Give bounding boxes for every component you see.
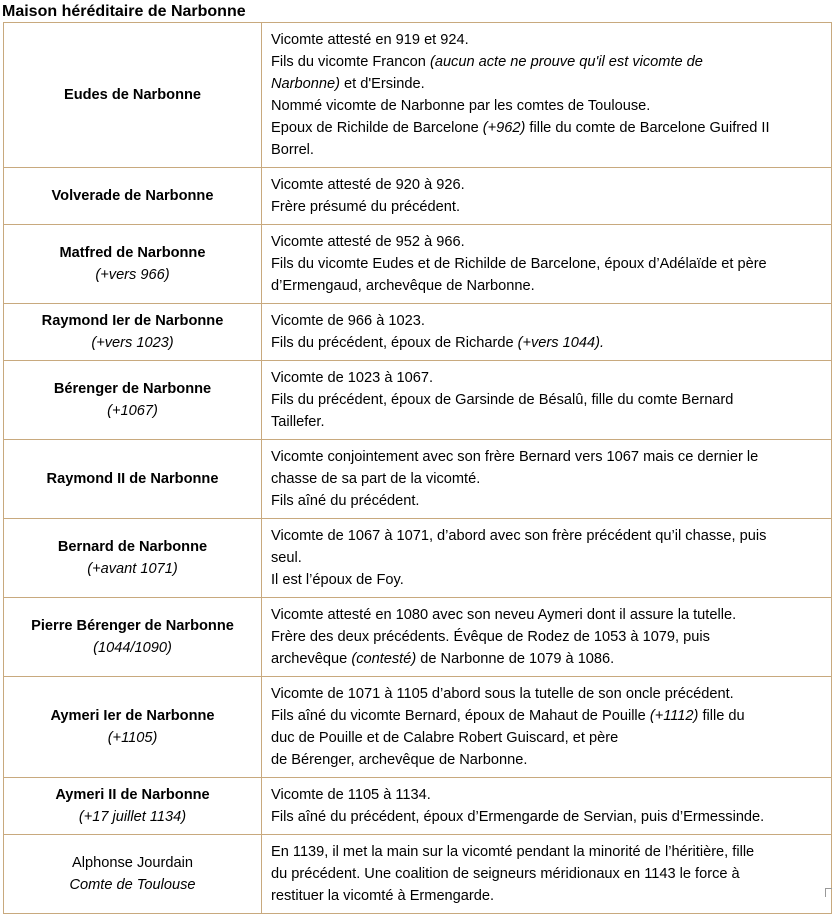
person-cell	[4, 361, 262, 440]
table-row	[4, 361, 832, 440]
description-line	[271, 525, 823, 547]
description-line	[271, 490, 823, 512]
text-segment: Epoux de Richilde de Barcelone	[271, 120, 483, 136]
text-segment: du précédent. Une coalition de seigneurs méridionaux en 1143 le force à	[271, 866, 740, 882]
text-segment: Vicomte attesté de 952 à 966.	[271, 234, 465, 250]
description-cell	[262, 304, 832, 361]
person-name: Bernard de Narbonne	[57, 539, 208, 555]
italic-text: (+962)	[482, 120, 526, 136]
italic-text: (+1112)	[649, 708, 699, 724]
text-segment: restituer la vicomté à Ermengarde.	[271, 888, 495, 904]
description-cell	[262, 519, 832, 598]
text-segment: Fils du vicomte Francon	[271, 54, 430, 70]
text-segment: Fils du précédent, époux de Garsinde de Bésalû, fille du comte Bernard	[271, 392, 734, 408]
person-cell	[4, 304, 262, 361]
person-cell	[4, 835, 262, 914]
text-segment: Vicomte attesté en 919 et 924.	[271, 32, 469, 48]
person-cell	[4, 23, 262, 168]
text-segment: fille du comte de Barcelone Guifred II	[525, 120, 770, 136]
person-dates: Comte de Toulouse	[69, 877, 196, 893]
lineage-table	[3, 22, 832, 914]
text-segment: archevêque	[271, 651, 352, 667]
person-dates: (+1067)	[107, 403, 158, 419]
person-name: Volverade de Narbonne	[51, 188, 214, 204]
person-name: Raymond II de Narbonne	[46, 471, 219, 487]
italic-text: Narbonne)	[271, 76, 340, 92]
description-line	[271, 73, 823, 95]
text-segment: Borrel.	[271, 142, 314, 158]
person-dates: (+1105)	[107, 730, 158, 746]
person-cell	[4, 598, 262, 677]
text-segment: Vicomte de 1071 à 1105 d’abord sous la tutelle de son oncle précédent.	[271, 686, 734, 702]
description-line	[271, 841, 823, 863]
italic-text: (aucun acte ne prouve qu'il est vicomte de	[429, 54, 703, 70]
description-line	[271, 547, 823, 569]
table-row	[4, 440, 832, 519]
description-line	[271, 95, 823, 117]
person-name: Matfred de Narbonne	[59, 245, 206, 261]
text-segment: Fils du vicomte Eudes et de Richilde de Barcelone, époux d’Adélaïde et père	[271, 256, 767, 272]
description-line	[271, 569, 823, 591]
description-line	[271, 253, 823, 275]
description-cell	[262, 361, 832, 440]
description-line	[271, 231, 823, 253]
text-segment: Vicomte attesté en 1080 avec son neveu Aymeri dont il assure la tutelle.	[271, 607, 737, 623]
text-segment: d’Ermengaud, archevêque de Narbonne.	[271, 278, 535, 294]
table-row	[4, 677, 832, 778]
description-line	[271, 683, 823, 705]
description-line	[271, 310, 823, 332]
text-segment: Frère présumé du précédent.	[271, 199, 461, 215]
text-segment: Nommé vicomte de Narbonne par les comtes de Toulouse.	[271, 98, 651, 114]
table-row	[4, 835, 832, 914]
person-name: Aymeri II de Narbonne	[55, 787, 210, 803]
person-cell	[4, 778, 262, 835]
description-line	[271, 863, 823, 885]
person-cell	[4, 440, 262, 519]
table-row	[4, 225, 832, 304]
description-cell	[262, 598, 832, 677]
italic-text: (contesté)	[351, 651, 417, 667]
text-segment: Vicomte attesté de 920 à 926.	[271, 177, 465, 193]
text-segment: Vicomte de 1105 à 1134.	[271, 787, 431, 803]
description-line	[271, 174, 823, 196]
text-segment: de Narbonne de 1079 à 1086.	[416, 651, 615, 667]
description-line	[271, 367, 823, 389]
text-segment: Taillefer.	[271, 414, 325, 430]
lineage-table-body	[4, 23, 832, 914]
description-line	[271, 411, 823, 433]
description-cell	[262, 440, 832, 519]
description-line	[271, 604, 823, 626]
table-continuation	[3, 891, 832, 897]
description-line	[271, 749, 823, 771]
description-line	[271, 727, 823, 749]
description-line	[271, 196, 823, 218]
person-dates: (+vers 966)	[95, 267, 170, 283]
person-dates: (+avant 1071)	[87, 561, 178, 577]
person-name: Aymeri Ier de Narbonne	[50, 708, 215, 724]
text-segment: En 1139, il met la main sur la vicomté pendant la minorité de l’héritière, fille	[271, 844, 755, 860]
text-segment: Frère des deux précédents. Évêque de Rodez de 1053 à 1079, puis	[271, 629, 710, 645]
person-name: Pierre Bérenger de Narbonne	[31, 618, 234, 634]
text-segment: Fils aîné du précédent.	[271, 493, 420, 509]
document-title: Maison héréditaire de Narbonne	[2, 3, 246, 20]
text-segment: fille du	[698, 708, 745, 724]
description-cell	[262, 677, 832, 778]
person-cell	[4, 519, 262, 598]
text-segment: seul.	[271, 550, 302, 566]
text-segment: Il est l’époux de Foy.	[271, 572, 404, 588]
description-line	[271, 51, 823, 73]
description-line	[271, 648, 823, 670]
description-line	[271, 275, 823, 297]
text-segment: Fils aîné du précédent, époux d’Ermengarde de Servian, puis d’Ermessinde.	[271, 809, 765, 825]
description-cell	[262, 23, 832, 168]
description-line	[271, 468, 823, 490]
description-cell	[262, 225, 832, 304]
person-dates: (1044/1090)	[93, 640, 172, 656]
description-line	[271, 389, 823, 411]
page-corner-mark	[825, 888, 832, 897]
description-line	[271, 446, 823, 468]
person-name: Raymond Ier de Narbonne	[41, 313, 224, 329]
table-row	[4, 304, 832, 361]
text-segment: duc de Pouille et de Calabre Robert Guiscard, et père	[271, 730, 619, 746]
table-row	[4, 778, 832, 835]
italic-text: (+vers 1044).	[517, 335, 605, 351]
person-dates: (+vers 1023)	[91, 335, 174, 351]
description-cell	[262, 835, 832, 914]
description-line	[271, 784, 823, 806]
text-segment: Vicomte de 1067 à 1071, d’abord avec son frère précédent qu’il chasse, puis	[271, 528, 767, 544]
table-row	[4, 168, 832, 225]
person-cell	[4, 225, 262, 304]
person-name: Alphonse Jourdain	[72, 855, 193, 871]
description-line	[271, 332, 823, 354]
table-row	[4, 598, 832, 677]
person-name: Bérenger de Narbonne	[53, 381, 212, 397]
description-line	[271, 626, 823, 648]
description-line	[271, 139, 823, 161]
text-segment: chasse de sa part de la vicomté.	[271, 471, 481, 487]
person-dates: (+17 juillet 1134)	[78, 809, 187, 825]
person-name: Eudes de Narbonne	[63, 87, 202, 103]
text-segment: Vicomte conjointement avec son frère Bernard vers 1067 mais ce dernier le	[271, 449, 759, 465]
table-row	[4, 23, 832, 168]
description-line	[271, 117, 823, 139]
description-line	[271, 806, 823, 828]
text-segment: Vicomte de 1023 à 1067.	[271, 370, 434, 386]
text-segment: Fils du précédent, époux de Richarde	[271, 335, 518, 351]
text-segment: de Bérenger, archevêque de Narbonne.	[271, 752, 528, 768]
description-cell	[262, 168, 832, 225]
description-cell	[262, 778, 832, 835]
person-cell	[4, 677, 262, 778]
table-row	[4, 519, 832, 598]
text-segment: Vicomte de 966 à 1023.	[271, 313, 425, 329]
text-segment: Fils aîné du vicomte Bernard, époux de Mahaut de Pouille	[271, 708, 650, 724]
description-line	[271, 29, 823, 51]
person-cell	[4, 168, 262, 225]
description-line	[271, 705, 823, 727]
text-segment: et d'Ersinde.	[339, 76, 425, 92]
